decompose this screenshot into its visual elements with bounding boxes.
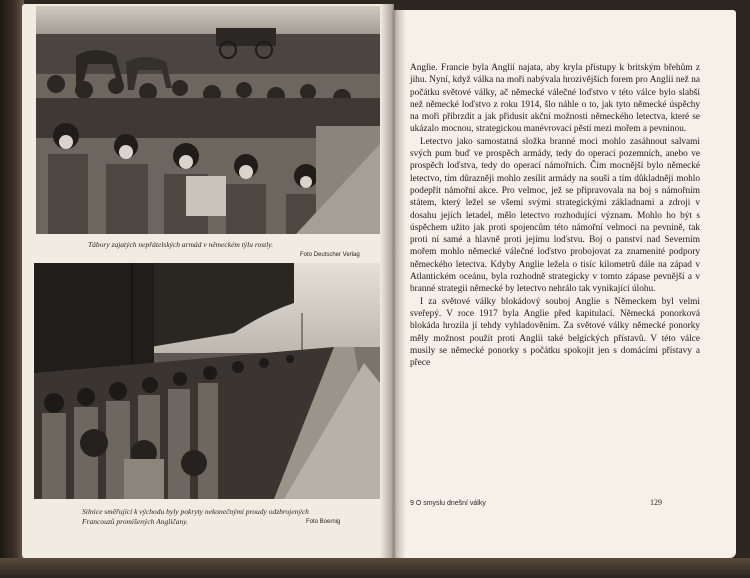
photo1-credit: Foto Deutscher Verlag	[300, 252, 360, 258]
book-gutter	[380, 4, 406, 560]
photo2-caption-line1: Silnice směřující k východu byly pokryty nekonečnými proudy odzbrojených	[82, 507, 309, 516]
paragraph: I za světové války blokádový souboj Anglie s Německem byl velmi sveřepý. V roce 1917 byla Anglie před kapitulací. Německá ponorková blokáda hrozila jí tehdy vyhladověním. Za světové války německé ponorky měly možnost použít proti Anglii také belgických přístavů. V této válce musily se německé ponorky s počátku spokojit jen s domácími přístavy a přece	[410, 296, 700, 369]
paragraph: Anglie. Francie byla Anglií najata, aby kryla přístupy k britským břehům z jihu. Nyní, když válka na moři nabývala hrozivějších forem pro Anglii než na počátku světové války, ač německé válečné loďstvo v této válce bylo slabší než německé loďstvo z roku 1914, šlo náhle o to, jak tyto německé úspěchy na moři přibrzdit a jak přidusit akční možnosti německého letectva, které se ukázalo mocnou, strategickou manévrovací pěstí mezi mořem a pevninou.	[410, 63, 700, 135]
photo1-caption: Tábory zajatých nepřátelských armád v německém týlu rostly.	[88, 240, 274, 249]
photo2-credit: Foto Boernig	[306, 519, 341, 525]
running-footer: 9 O smyslu dnešní války	[410, 500, 486, 507]
book-edge	[0, 0, 24, 578]
paragraph: Letectvo jako samostatná složka branné moci mohlo zasáhnout salvami svých pum buď ve prospěch armády, tedy do operací pozemních, anebo ve prospěch loďstva, tedy do operací námořních. Čím mocnější bylo německé letectvo, tím důrazněji mohlo zesílit armády na souši a tím důkladněji mohlo podepřít námořní akce. Pro velmoc, jež se připravovala na boj s námořním státem, který ležel se všemi svými strategickými základnami a zdroji v dosahu jejích letadel, mělo letectvo rozhodující význam. Mohlo ho být s úspěchem užito jak proti spojencům této námořní velmoci na pevnině, tak proti ní samé a hlavně proti jejímu loďstvu. Boj o panství nad Severním mořem mohlo německé válečné loďstvo probojovat za znamenité podpory německého letectva. Kdyby Anglie ležela o tisíc kilometrů dále na západ v Atlantickém oceánu, byla rozhodně strategicky v tomto zápase pevnější a v branné strategii německé by letectvo nehrálo tak vynikající úlohu.	[410, 136, 700, 295]
photo-prisoner-camp	[36, 6, 380, 234]
photo-road-column	[34, 263, 380, 499]
photo2-caption-line2: Francouzů promíšených Angličany.	[82, 517, 189, 526]
book-bottom-edge	[0, 558, 750, 578]
body-text	[410, 62, 700, 369]
page-number: 129	[650, 498, 662, 507]
